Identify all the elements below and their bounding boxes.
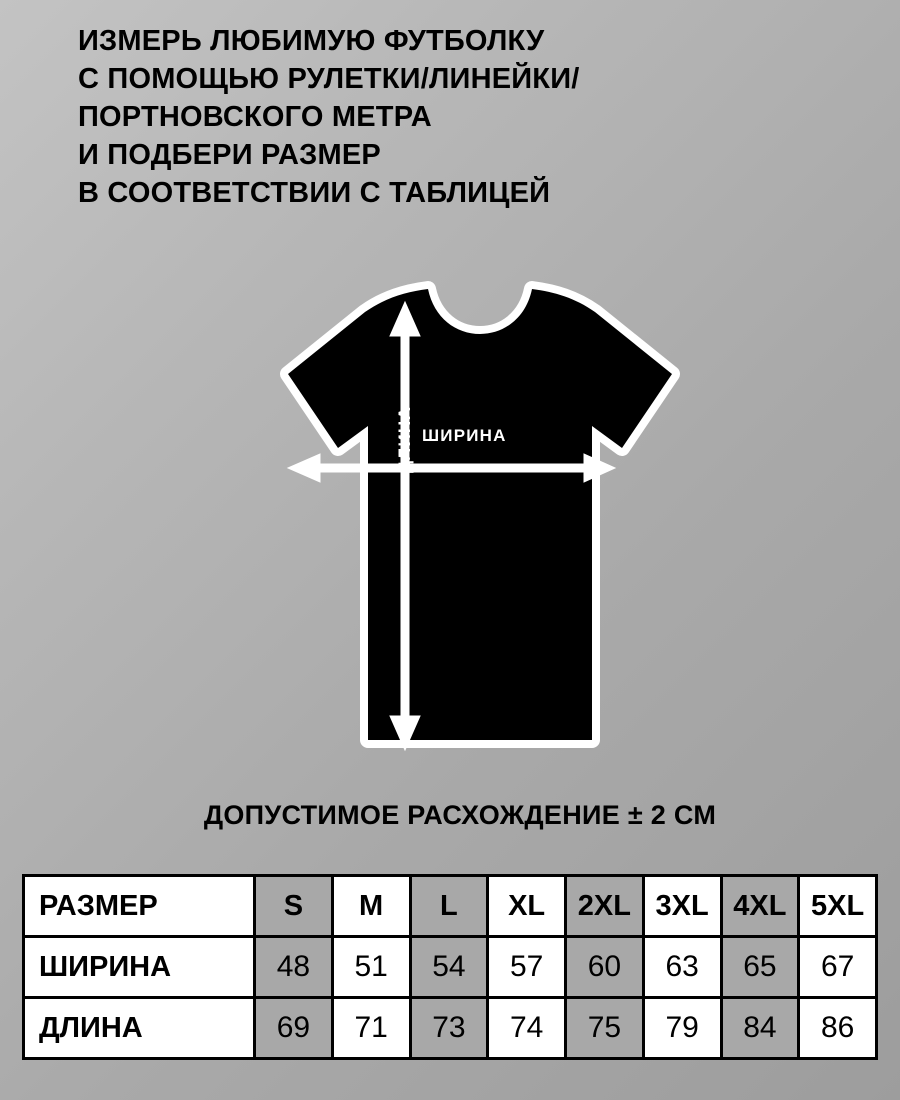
size-header-cell: 2XL — [566, 876, 644, 937]
size-header-cell: L — [410, 876, 488, 937]
width-cell: 54 — [410, 937, 488, 998]
length-cell: 69 — [255, 998, 333, 1059]
size-header-cell: 3XL — [643, 876, 721, 937]
width-cell: 65 — [721, 937, 799, 998]
page-title — [78, 22, 838, 212]
width-cell: 60 — [566, 937, 644, 998]
length-cell: 74 — [488, 998, 566, 1059]
length-cell: 84 — [721, 998, 799, 1059]
headline-line-2: С ПОМОЩЬЮ РУЛЕТКИ/ЛИНЕЙКИ/ — [78, 63, 580, 95]
row-header-size: РАЗМЕР — [24, 876, 255, 937]
row-header-length: ДЛИНА — [24, 998, 255, 1059]
size-table-container — [22, 874, 878, 1060]
length-cell: 86 — [799, 998, 877, 1059]
length-cell: 79 — [643, 998, 721, 1059]
size-table — [22, 874, 878, 1060]
size-header-cell: S — [255, 876, 333, 937]
headline-line-4: И ПОДБЕРИ РАЗМЕР — [78, 139, 381, 171]
length-cell: 71 — [332, 998, 410, 1059]
table-row-sizes — [24, 876, 877, 937]
width-cell: 48 — [255, 937, 333, 998]
row-header-width: ШИРИНА — [24, 937, 255, 998]
size-header-cell: XL — [488, 876, 566, 937]
width-cell: 51 — [332, 937, 410, 998]
width-dimension-label: ШИРИНА — [422, 426, 507, 445]
size-header-cell: M — [332, 876, 410, 937]
size-header-cell: 4XL — [721, 876, 799, 937]
width-cell: 63 — [643, 937, 721, 998]
width-cell: 57 — [488, 937, 566, 998]
tshirt-diagram — [190, 278, 720, 768]
table-row-length — [24, 998, 877, 1059]
width-cell: 67 — [799, 937, 877, 998]
table-row-width — [24, 937, 877, 998]
size-header-cell: 5XL — [799, 876, 877, 937]
headline-line-3: ПОРТНОВСКОГО МЕТРА — [78, 101, 432, 133]
headline-line-5: В СООТВЕТСТВИИ С ТАБЛИЦЕЙ — [78, 177, 551, 209]
length-cell: 73 — [410, 998, 488, 1059]
tshirt-body — [288, 289, 672, 740]
headline-line-1: ИЗМЕРЬ ЛЮБИМУЮ ФУТБОЛКУ — [78, 25, 545, 57]
length-cell: 75 — [566, 998, 644, 1059]
tolerance-note: ДОПУСТИМОЕ РАСХОЖДЕНИЕ ± 2 СМ — [203, 800, 717, 830]
length-dimension-label: ДЛИНА — [395, 406, 414, 473]
